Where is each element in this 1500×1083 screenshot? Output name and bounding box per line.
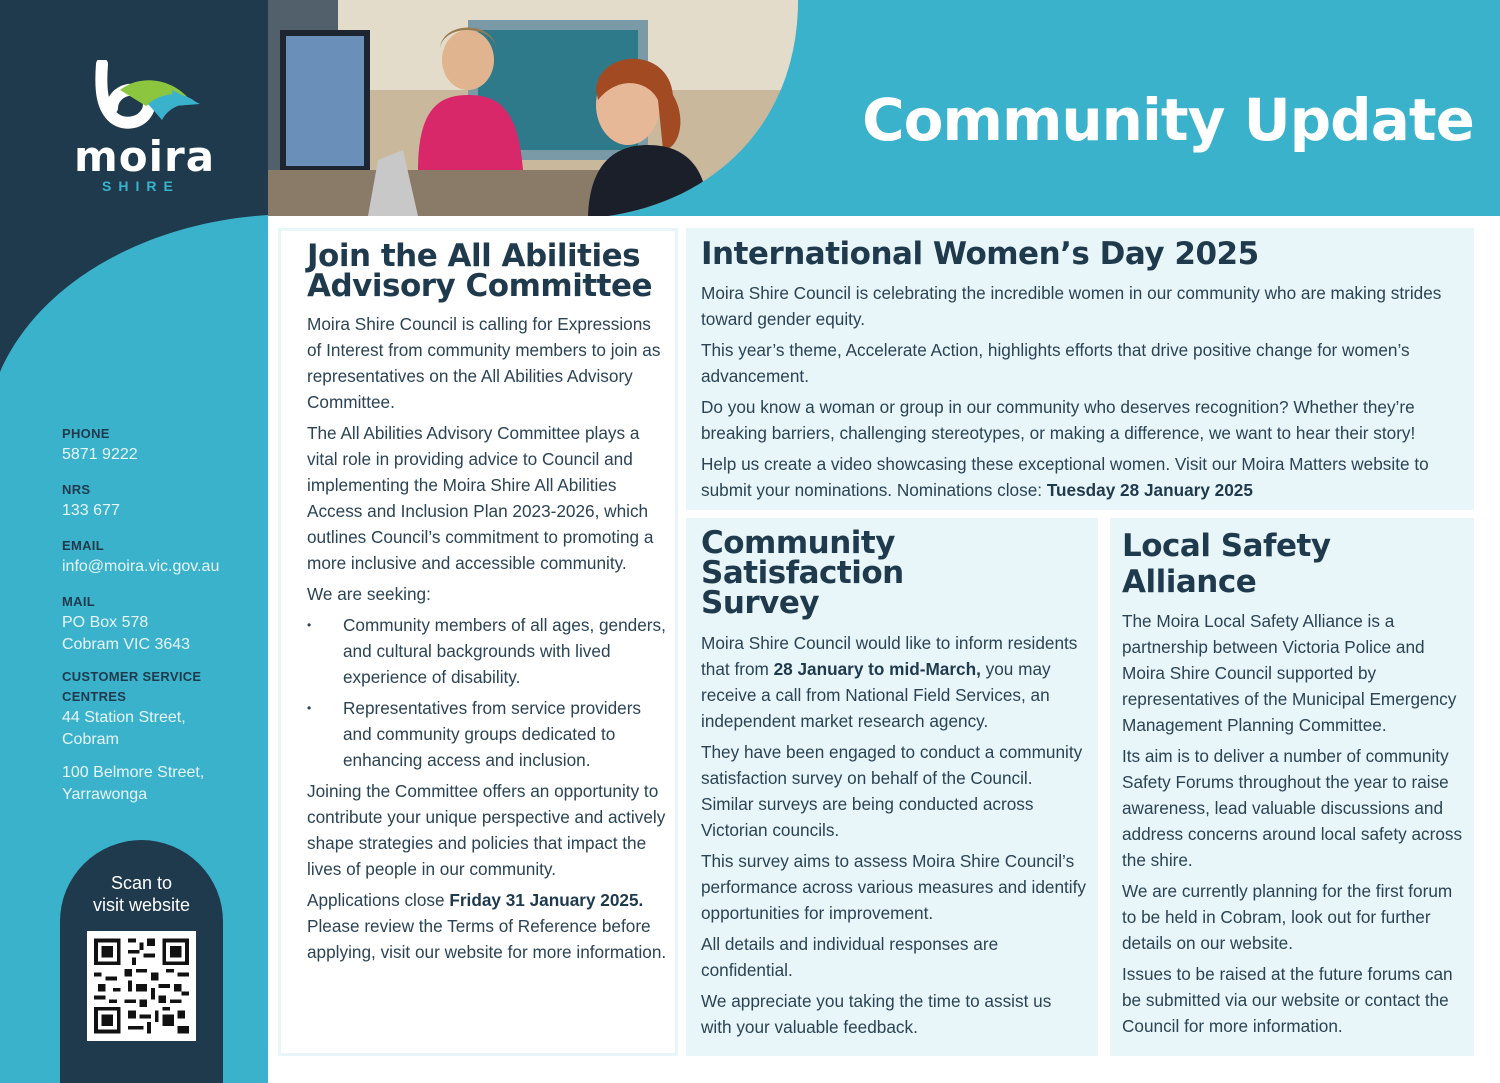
mail-line-2: Cobram VIC 3643	[62, 636, 191, 653]
nominations-paragraph	[701, 451, 1466, 503]
logo-mark-icon	[62, 60, 222, 132]
nominations-close-date: Tuesday 28 January 2025	[1046, 480, 1253, 500]
phone-label: PHONE	[62, 426, 110, 441]
heading-line-1: Join the All Abilities	[307, 238, 641, 274]
international-womens-day-section	[686, 228, 1474, 510]
survey-dates-paragraph	[701, 630, 1086, 734]
community-satisfaction-survey-section	[686, 518, 1098, 1056]
paragraph: Issues to be raised at the future forums can be submitted via our website or contact the Council for more information.	[1122, 964, 1453, 1036]
paragraph: Joining the Committee offers an opportunity to contribute your unique perspective and actively shape strategies and policies that impact the lives of people in our community.	[307, 781, 666, 879]
mail-line-1: PO Box 578	[62, 614, 149, 631]
paragraph: The All Abilities Advisory Committee plays a vital role in providing advice to Council and implementing the Moira Shire All Abilities Access and Inclusion Plan 2023-2026, which outlines Council’s commitment to promoting a more inclusive and accessible community.	[307, 423, 654, 573]
paragraph: We appreciate you taking the time to assist us with your valuable feedback.	[701, 991, 1052, 1037]
paragraph: They have been engaged to conduct a community satisfaction survey on behalf of the Council. Similar surveys are being conducted across Victorian councils.	[701, 742, 1083, 840]
paragraph: We are seeking:	[307, 584, 431, 604]
paragraph: We are currently planning for the first forum to be held in Cobram, look out for further details on our website.	[1122, 881, 1453, 953]
email-label: EMAIL	[62, 538, 104, 553]
centre-2-line-2: Yarrawonga	[62, 786, 148, 803]
international-womens-day-heading: International Women’s Day 2025	[701, 236, 1259, 272]
community-satisfaction-survey-heading	[701, 525, 1086, 621]
list-item: • Representatives from service providers and community groups dedicated to enhancing access and inclusion.	[307, 695, 667, 773]
text-run: Applications close	[307, 890, 450, 910]
local-safety-alliance-section	[1110, 518, 1474, 1056]
qr-code[interactable]	[87, 931, 196, 1041]
heading-line-2: Survey	[701, 585, 820, 621]
centre-2-line-1: 100 Belmore Street,	[62, 764, 205, 781]
contact-email	[62, 536, 262, 578]
survey-period: 28 January to mid-March,	[773, 659, 981, 679]
paragraph: This year’s theme, Accelerate Action, highlights efforts that drive positive change for women’s advancement.	[701, 340, 1410, 386]
nrs-value[interactable]: 133 677	[62, 502, 120, 519]
text-run: you may receive a call from National Field Services, an independent market research agency.	[701, 659, 1051, 731]
text-run: Help us create a video showcasing these exceptional women. Visit our Moira Matters website to submit your nominations. Nominations close:	[701, 454, 1429, 500]
all-abilities-committee-section	[278, 228, 678, 1056]
qr-caption	[60, 872, 223, 916]
contact-mail	[62, 592, 262, 656]
paragraph: This survey aims to assess Moira Shire Council’s performance across various measures and identify opportunities for improvement.	[701, 851, 1086, 923]
text-run: Please review the Terms of Reference before applying, visit our website for more information.	[307, 916, 667, 962]
contact-centres	[62, 667, 262, 806]
paragraph: Moira Shire Council is calling for Expressions of Interest from community members to join as representatives on the All Abilities Advisory Committee.	[307, 314, 661, 412]
heading-line-2: Advisory Committee	[307, 268, 653, 304]
all-abilities-committee-heading	[307, 238, 667, 304]
centres-label-1: CUSTOMER SERVICE	[62, 669, 202, 684]
nrs-label: NRS	[62, 482, 91, 497]
contact-nrs	[62, 480, 262, 522]
paragraph: All details and individual responses are confidential.	[701, 934, 999, 980]
phone-value[interactable]: 5871 9222	[62, 446, 138, 463]
local-safety-alliance-heading: Local Safety Alliance	[1122, 528, 1331, 600]
contact-phone	[62, 424, 262, 466]
page-header	[268, 0, 1500, 216]
qr-caption-line-1: Scan to	[110, 873, 173, 893]
paragraph: Its aim is to deliver a number of community Safety Forums throughout the year to raise awareness, lead valuable discussions and address concerns around local safety across the shire.	[1122, 746, 1463, 870]
closing-date: Friday 31 January 2025.	[449, 890, 644, 910]
list-item: • Community members of all ages, genders, and cultural backgrounds with lived experience of disability.	[307, 612, 667, 690]
centre-1-line-2: Cobram	[62, 731, 119, 748]
qr-panel	[60, 840, 223, 1083]
moira-shire-logo[interactable]	[62, 60, 222, 200]
centres-label-2: CENTRES	[62, 689, 127, 704]
seeking-list	[307, 612, 667, 773]
qr-code-icon	[94, 938, 189, 1034]
sidebar	[0, 0, 268, 1083]
mail-label: MAIL	[62, 594, 95, 609]
text-run: Moira Shire Council would like to inform residents that from	[701, 633, 1078, 679]
applications-close-paragraph	[307, 887, 667, 965]
qr-caption-line-2: visit website	[92, 895, 191, 915]
paragraph: The Moira Local Safety Alliance is a partnership between Victoria Police and Moira Shire Council supported by representatives of the Municipal Emergency Management Planning Committee.	[1122, 611, 1457, 735]
header-photo-office-staff	[268, 0, 828, 216]
paragraph: Moira Shire Council is celebrating the incredible women in our community who are making strides toward gender equity.	[701, 283, 1442, 329]
email-value[interactable]: info@moira.vic.gov.au	[62, 558, 220, 575]
centre-1-line-1: 44 Station Street,	[62, 709, 186, 726]
page-title: Community Update	[862, 86, 1474, 154]
heading-line-1: Community Satisfaction	[701, 525, 904, 591]
logo-subtitle: SHIRE	[102, 178, 180, 194]
paragraph: Do you know a woman or group in our community who deserves recognition? Whether they’re breaking barriers, challenging stereotypes, or making a difference, we want to hear their story!	[701, 397, 1416, 443]
logo-wordmark: moira	[74, 132, 216, 181]
